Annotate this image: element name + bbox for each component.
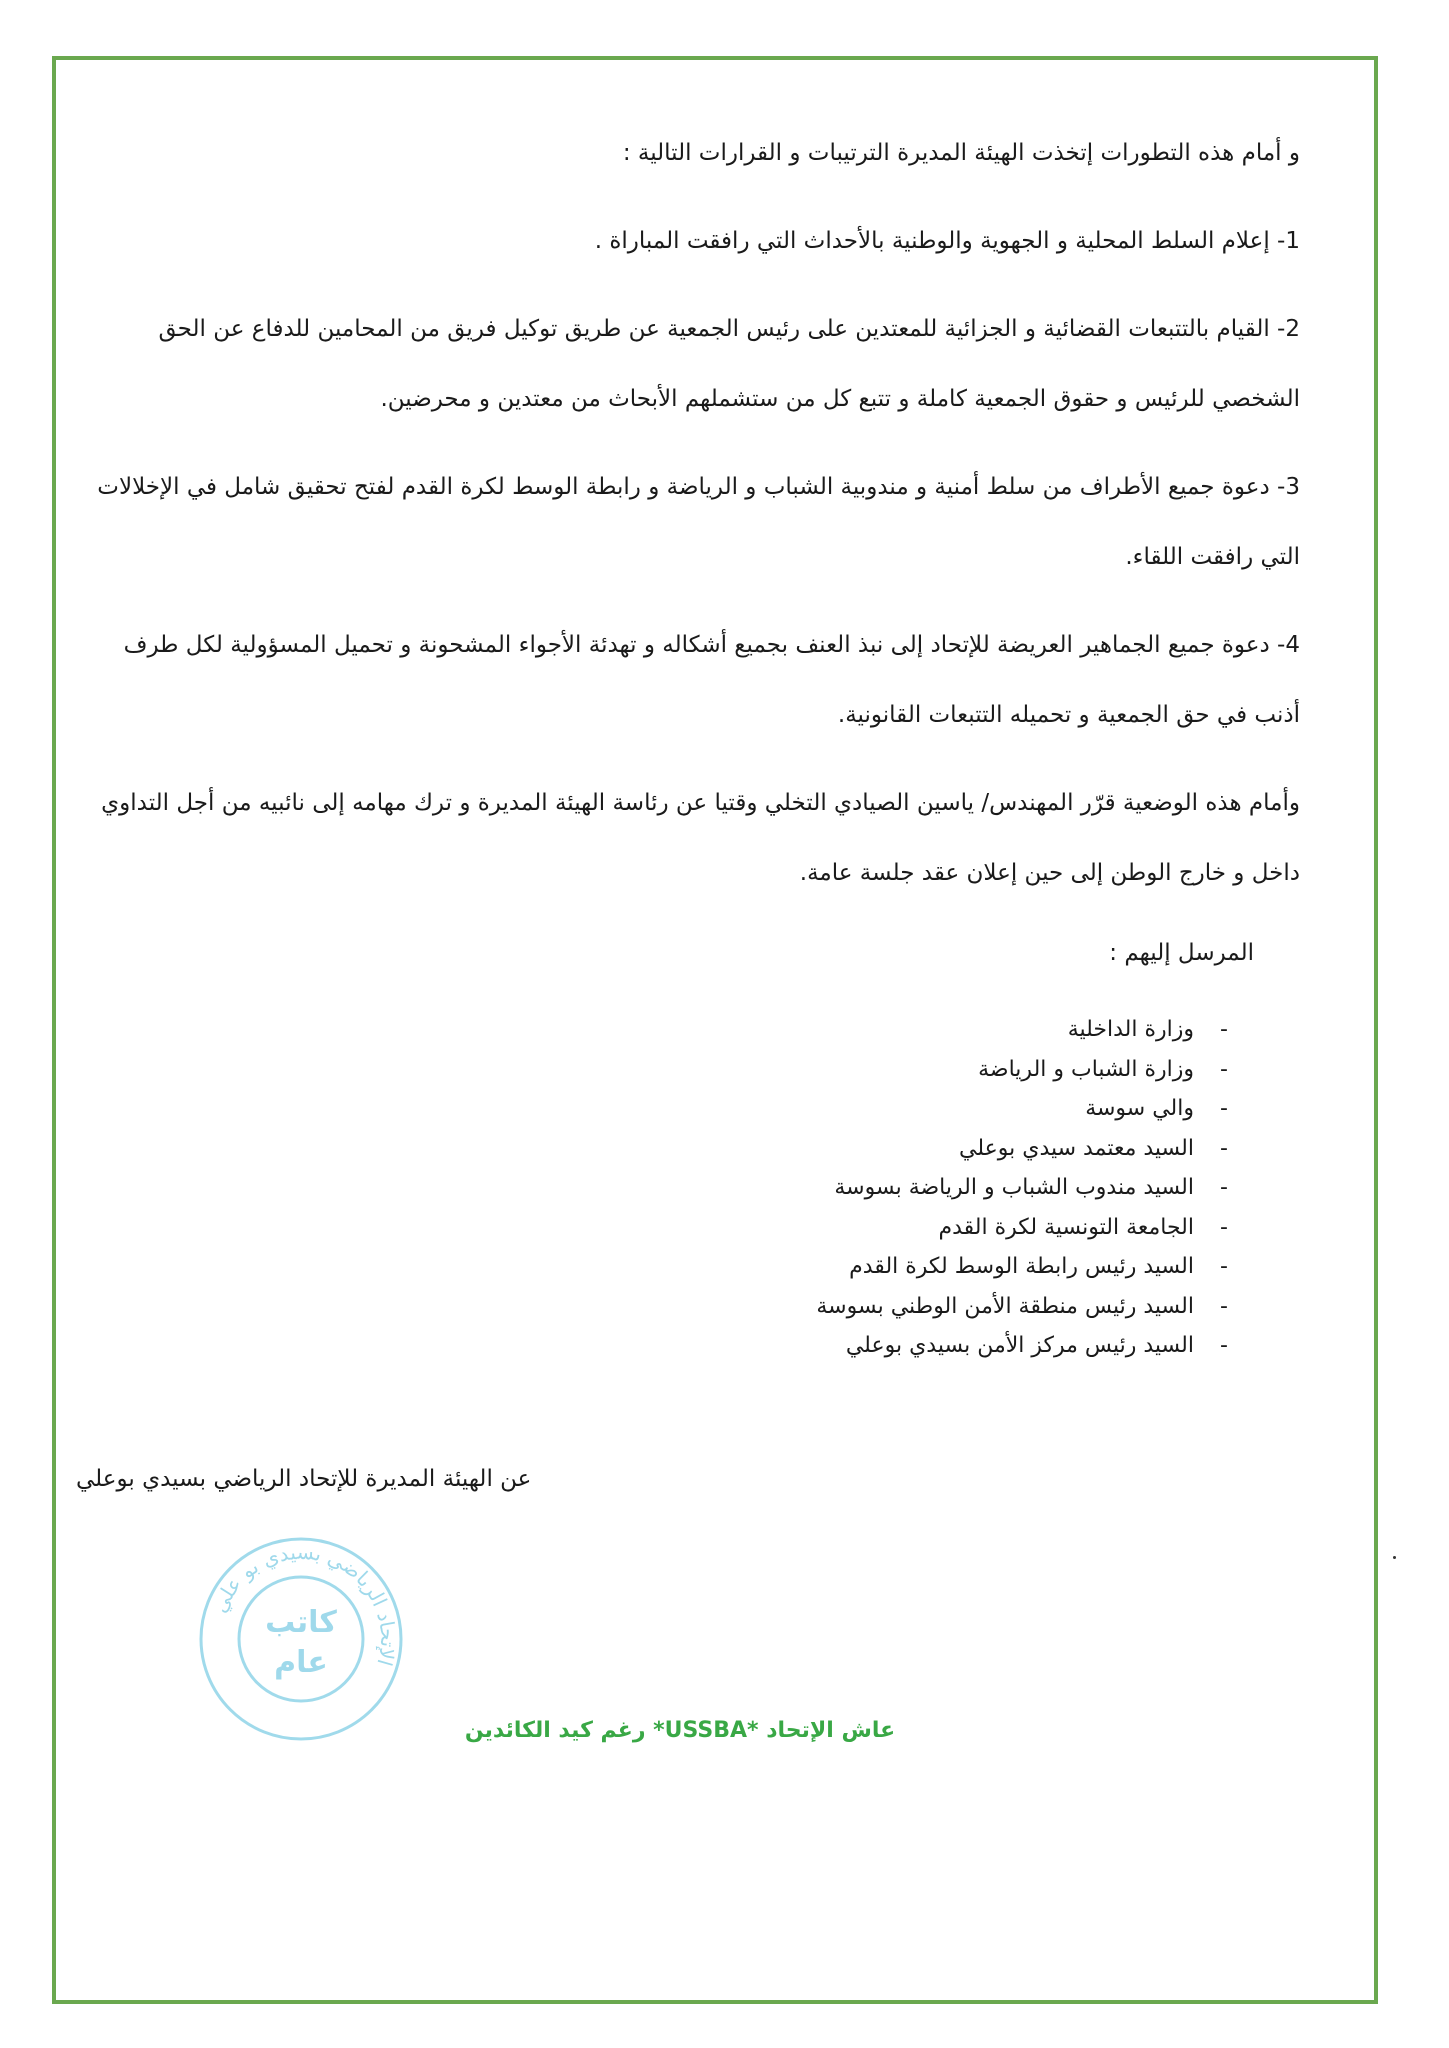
list-item xyxy=(694,1050,1254,1090)
list-dash: - xyxy=(1220,1254,1228,1279)
list-dash: - xyxy=(1220,1175,1228,1200)
list-dash: - xyxy=(1220,1056,1228,1082)
list-item xyxy=(694,1168,1254,1208)
recipient-name: السيد رئيس رابطة الوسط لكرة القدم xyxy=(849,1254,1194,1279)
decision-item-4: 4- دعوة جميع الجماهير العريضة للإتحاد إلى نبذ العنف بجميع أشكاله و تهدئة الأجواء المشحونة و تحميل المسؤولية لكل طرف أذنب في حق الجمعية و تحميله التتبعات القانونية. xyxy=(123,632,1300,728)
stamp-center-line2: عام xyxy=(274,1645,328,1680)
decision-item-1: 1- إعلام السلط المحلية و الجهوية والوطنية بالأحداث التي رافقت المباراة . xyxy=(594,228,1300,254)
letter-body xyxy=(76,118,1300,908)
recipient-name: السيد مندوب الشباب و الرياضة بسوسة xyxy=(834,1175,1194,1200)
decision-item-3: 3- دعوة جميع الأطراف من سلط أمنية و مندوبية الشباب و الرياضة و رابطة الوسط لكرة القدم لفتح تحقيق شامل في الإخلالات التي رافقت اللقاء. xyxy=(97,474,1300,570)
recipient-name: والي سوسة xyxy=(1085,1096,1194,1121)
list-dash: - xyxy=(1220,1214,1228,1240)
closing-paragraph: وأمام هذه الوضعية قرّر المهندس/ ياسين الصيادي التخلي وقتيا عن رئاسة الهيئة المديرة و ترك مهامه إلى نائبيه من أجل التداوي داخل و خارج الوطن إلى حين إعلان عقد جلسة عامة. xyxy=(101,790,1300,886)
list-dash: - xyxy=(1220,1293,1228,1319)
stray-dot xyxy=(1393,1556,1396,1559)
recipient-name: الجامعة التونسية لكرة القدم xyxy=(938,1214,1194,1240)
decision-item-2: 2- القيام بالتتبعات القضائية و الجزائية للمعتدين على رئيس الجمعية عن طريق توكيل فريق من المحامين للدفاع عن الحق الشخصي للرئيس و حقوق الجمعية كاملة و تتبع كل من ستشملهم الأبحاث من معتدين و محرضين. xyxy=(158,316,1300,412)
list-item xyxy=(694,1247,1254,1287)
recipient-name: السيد رئيس منطقة الأمن الوطني بسوسة xyxy=(816,1293,1194,1319)
slogan: عاش الإتحاد *USSBA* رغم كيد الكائدين xyxy=(464,1718,896,1743)
signature-line: عن الهيئة المديرة للإتحاد الرياضي بسيدي بوعلي xyxy=(76,1466,532,1492)
list-dash: - xyxy=(1220,1096,1228,1121)
list-item xyxy=(694,1287,1254,1327)
recipients-section xyxy=(694,940,1254,1366)
stamp-outer-text: الإتحاد الرياضي بسيدي بو علي xyxy=(207,1539,401,1669)
list-dash: - xyxy=(1220,1333,1228,1358)
recipient-name: وزارة الداخلية xyxy=(1067,1017,1194,1042)
list-item xyxy=(694,1208,1254,1248)
list-item xyxy=(694,1010,1254,1050)
list-dash: - xyxy=(1220,1017,1228,1042)
list-dash: - xyxy=(1220,1135,1228,1161)
recipient-name: السيد رئيس مركز الأمن بسيدي بوعلي xyxy=(845,1333,1194,1358)
list-item xyxy=(694,1326,1254,1366)
recipient-name: السيد معتمد سيدي بوعلي xyxy=(959,1135,1194,1161)
recipients-title: المرسل إليهم : xyxy=(1109,940,1254,966)
list-item xyxy=(694,1129,1254,1169)
official-stamp xyxy=(196,1534,406,1744)
recipients-list xyxy=(694,1010,1254,1366)
intro-paragraph: و أمام هذه التطورات إتخذت الهيئة المديرة الترتيبات و القرارات التالية : xyxy=(622,140,1300,166)
list-item xyxy=(694,1089,1254,1129)
recipient-name: وزارة الشباب و الرياضة xyxy=(978,1056,1194,1082)
stamp-center-line1: كاتب xyxy=(265,1605,337,1640)
